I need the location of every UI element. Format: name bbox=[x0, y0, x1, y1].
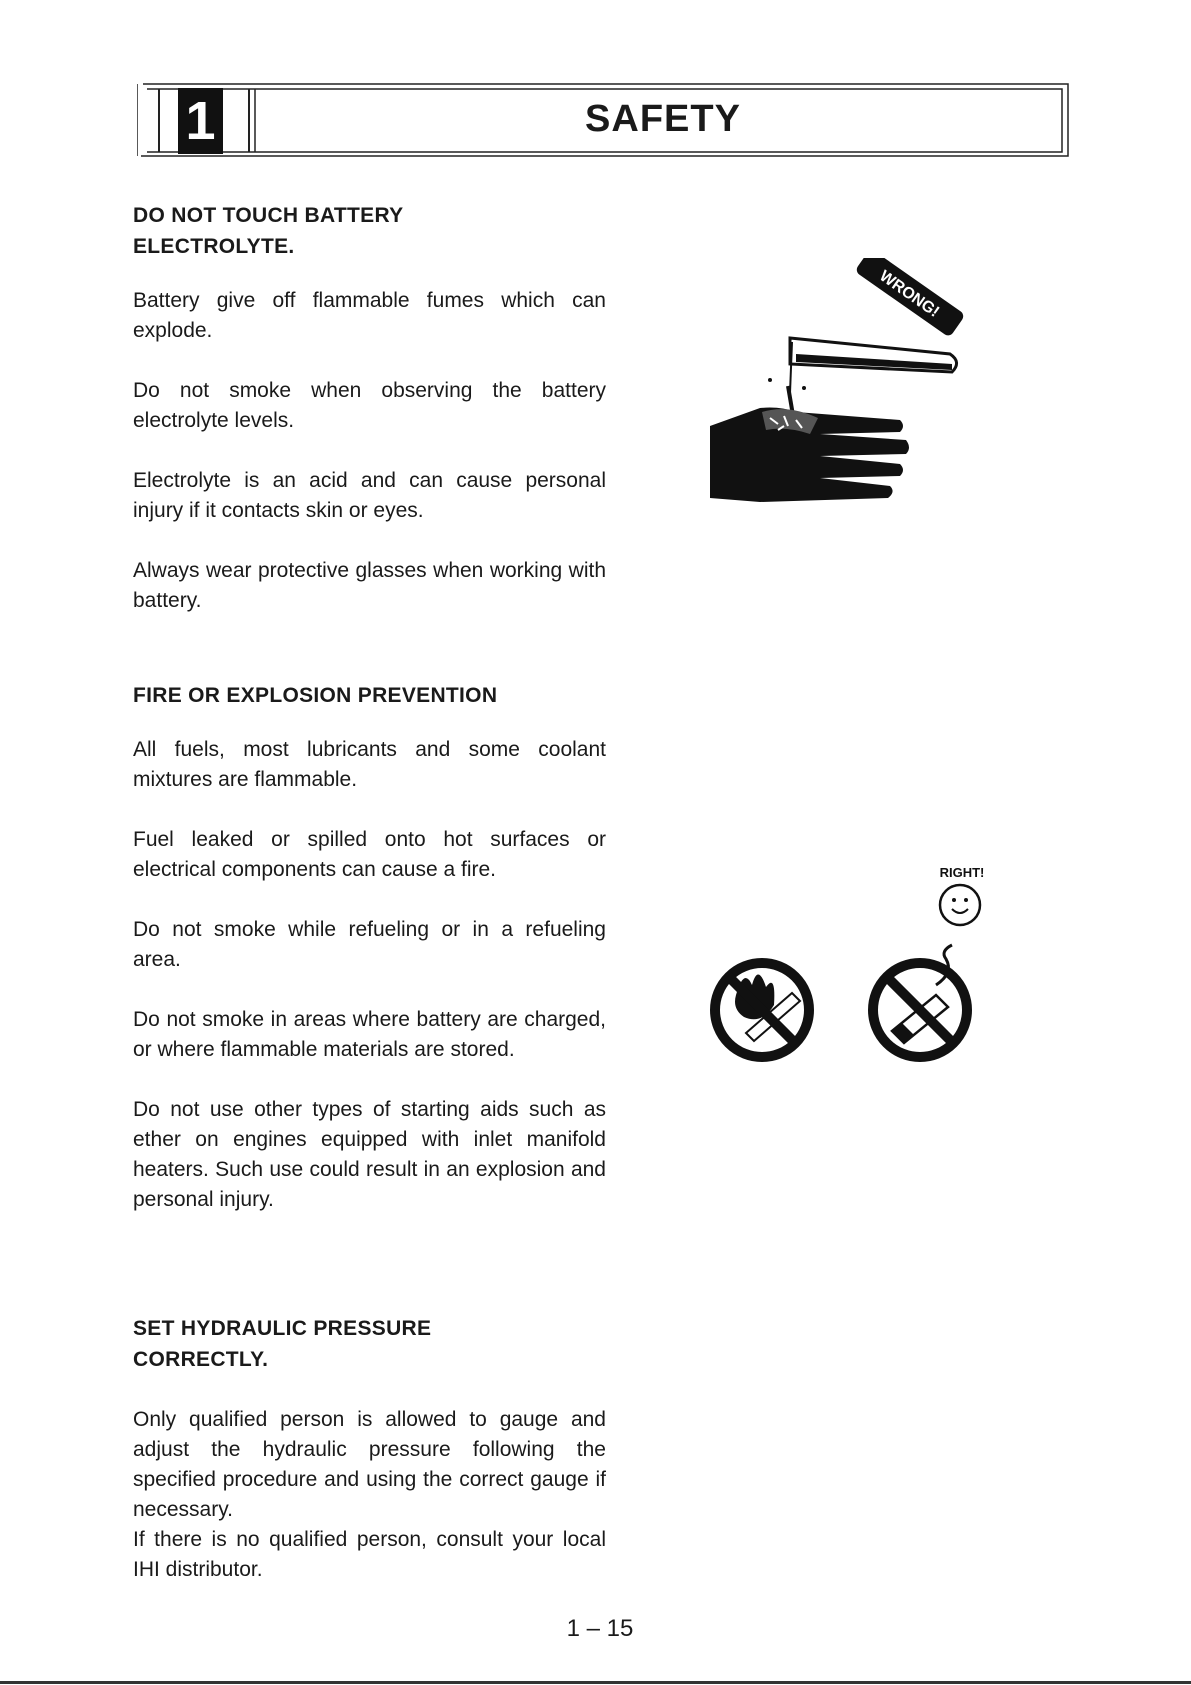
paragraph: Only qualified person is allowed to gauge and adjust the hydraulic pressure following the specified procedure and using the correct gauge if necessary. bbox=[133, 1408, 606, 1521]
prohibition-signs bbox=[700, 855, 1020, 1085]
paragraph: Always wear protective glasses when working with battery. bbox=[133, 559, 606, 612]
paragraph: Do not smoke when observing the battery electrolyte levels. bbox=[133, 379, 606, 432]
chapter-header bbox=[137, 80, 1069, 160]
paragraph: Electrolyte is an acid and can cause personal injury if it contacts skin or eyes. bbox=[133, 469, 606, 522]
right-label: RIGHT! bbox=[939, 865, 985, 880]
paragraph: Do not smoke while refueling or in a refueling area. bbox=[133, 918, 606, 971]
paragraph: Do not use other types of starting aids such as ether on engines equipped with inlet manifold heaters. Such use could result in an explosion and personal injury. bbox=[133, 1098, 606, 1211]
fire-prevention-illustration bbox=[700, 855, 1020, 1085]
page-bottom-border bbox=[0, 1681, 1191, 1684]
section-hydraulic-pressure bbox=[133, 1313, 606, 1585]
paragraph: Fuel leaked or spilled onto hot surfaces or electrical components can cause a fire. bbox=[133, 828, 606, 881]
acid-hand-illustration bbox=[700, 258, 1020, 518]
paragraph: If there is no qualified person, consult your local IHI distributor. bbox=[133, 1528, 606, 1581]
no-smoking-icon bbox=[873, 945, 967, 1057]
chapter-number: 1 bbox=[185, 91, 216, 151]
paragraph: Do not smoke in areas where battery are charged, or where flammable materials are stored. bbox=[133, 1008, 606, 1061]
page-title: SAFETY bbox=[585, 98, 741, 140]
section-fire-explosion bbox=[133, 680, 606, 1215]
section-heading: DO NOT TOUCH BATTERY ELECTROLYTE. bbox=[133, 204, 404, 258]
section-heading: FIRE OR EXPLOSION PREVENTION bbox=[133, 684, 498, 707]
page-number: 1 – 15 bbox=[566, 1615, 634, 1642]
section-battery-electrolyte bbox=[133, 200, 606, 616]
no-open-flame-icon bbox=[715, 963, 809, 1057]
paragraph: Battery give off flammable fumes which can explode. bbox=[133, 289, 606, 342]
wrong-label: WRONG! bbox=[876, 267, 943, 321]
section-heading: SET HYDRAULIC PRESSURE CORRECTLY. bbox=[133, 1317, 432, 1371]
hand-acid-icon bbox=[700, 258, 1020, 518]
paragraph: All fuels, most lubricants and some coolant mixtures are flammable. bbox=[133, 738, 606, 791]
right-smiley-icon bbox=[940, 865, 985, 925]
